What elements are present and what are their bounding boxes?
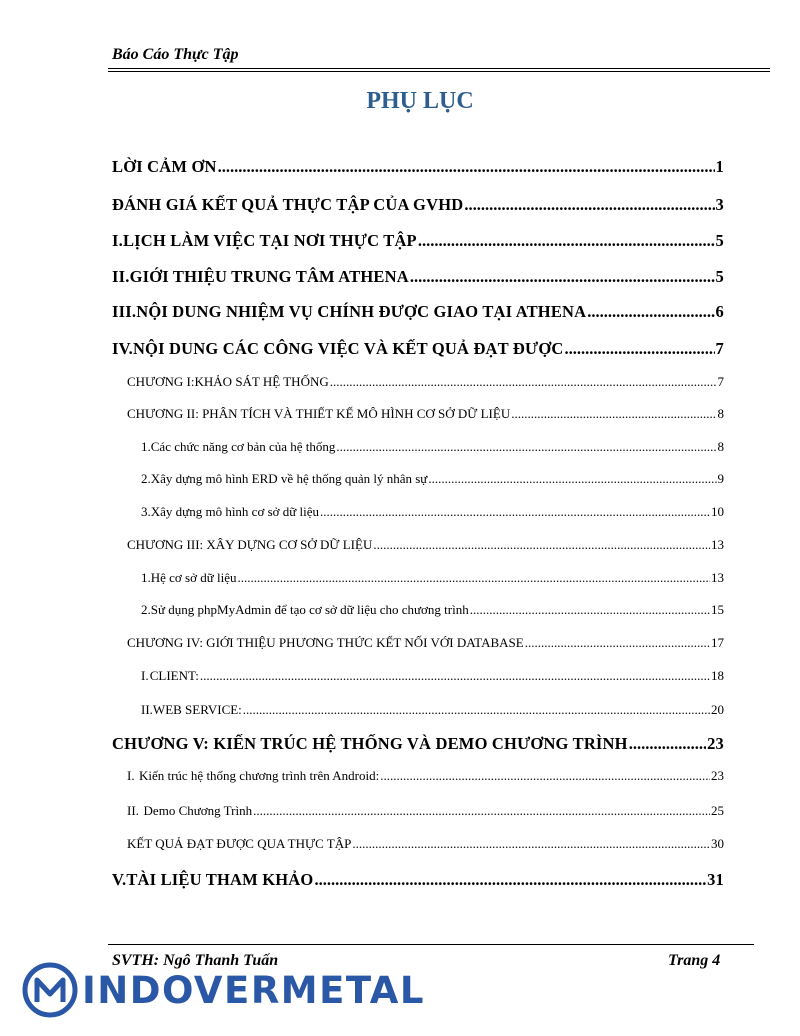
toc-entry-number: 1. [141, 570, 151, 585]
toc-page-number: 17 [711, 635, 724, 650]
toc-entry-label: CHƯƠNG II: PHÂN TÍCH VÀ THIẾT KẾ MÔ HÌNH CƠ SỞ DỮ LIỆU [127, 406, 511, 421]
toc-leader [320, 504, 710, 520]
toc-entry-4-1[interactable] [141, 668, 724, 684]
toc-entry-3-1[interactable] [141, 570, 724, 586]
toc-entry-number: 3. [141, 504, 151, 519]
footer-author: SVTH: Ngô Thanh Tuấn [112, 952, 279, 969]
toc-page-number: 13 [711, 537, 724, 552]
toc-entry-label: Xây dựng mô hình ERD về hệ thống quản lý nhân sự [150, 471, 428, 486]
toc-leader [418, 231, 715, 251]
toc-entry-chuong-1[interactable] [127, 374, 724, 390]
toc-page-number: 8 [717, 406, 724, 421]
toc-leader [352, 836, 710, 852]
page-title: PHỤ LỤC [366, 88, 474, 114]
toc-entry-2-1[interactable] [141, 439, 724, 455]
footer-divider [108, 944, 754, 945]
toc-entry-label: KẾT QUẢ ĐẠT ĐƯỢC QUA THỰC TẬP [127, 836, 352, 851]
toc-entry-number: II. [141, 702, 153, 717]
toc-entry-label: CHƯƠNG IV: GIỚI THIỆU PHƯƠNG THỨC KẾT NỐI VỚI DATABASE [127, 635, 524, 650]
toc-page-number: 5 [715, 231, 724, 250]
toc-entry-number: I. [127, 768, 135, 783]
toc-entry-chuong-5[interactable] [112, 734, 724, 754]
toc-entry-label: CHƯƠNG III: XÂY DỰNG CƠ SỞ DỮ LIỆU [127, 537, 373, 552]
toc-page-number: 7 [717, 374, 724, 389]
toc-entry-chuong-3[interactable] [127, 537, 724, 553]
toc-entry-label: WEB SERVICE: [152, 702, 242, 717]
toc-entry-label: LỊCH LÀM VIỆC TẠI NƠI THỰC TẬP [122, 231, 417, 250]
toc-leader [200, 668, 710, 684]
toc-leader [380, 768, 710, 784]
toc-page-number: 7 [715, 339, 724, 358]
toc-entry-label: GIỚI THIỆU TRUNG TÂM ATHENA [129, 267, 409, 286]
toc-page-number: 9 [717, 471, 724, 486]
toc-entry-number: I. [141, 668, 149, 683]
toc-entry-number: IV. [112, 339, 133, 358]
footer-page-number: Trang 4 [668, 952, 721, 969]
toc-entry-label: Các chức năng cơ bản của hệ thống [150, 439, 336, 454]
toc-entry-section-2[interactable] [112, 267, 724, 287]
toc-entry-number: 2. [141, 602, 151, 617]
toc-leader [336, 439, 716, 455]
toc-leader [464, 195, 714, 215]
toc-page-number: 1 [715, 157, 724, 176]
document-header: Báo Cáo Thực Tập [112, 46, 239, 63]
toc-entry-5-2[interactable] [127, 803, 724, 819]
brand-logo-icon [22, 962, 78, 1018]
watermark [22, 958, 442, 1022]
toc-entry-label: LỜI CẢM ƠN [112, 157, 217, 176]
toc-page-number: 6 [715, 302, 724, 321]
toc-leader [587, 302, 714, 322]
toc-entry-number: 1. [141, 439, 151, 454]
toc-page-number: 13 [711, 570, 724, 585]
toc-entry-ket-qua[interactable] [127, 836, 724, 852]
toc-entry-2-3[interactable] [141, 504, 724, 520]
toc-page-number: 15 [711, 602, 724, 617]
toc-page-number: 25 [711, 803, 724, 818]
toc-entry-chuong-4[interactable] [127, 635, 724, 651]
toc-page-number: 23 [707, 734, 724, 753]
toc-entry-label: Demo Chương Trình [143, 803, 253, 818]
toc-page-number: 3 [715, 195, 724, 214]
toc-entry-label: Hệ cơ sở dữ liệu [150, 570, 237, 585]
toc-leader [511, 406, 716, 422]
toc-page-number: 23 [711, 768, 724, 783]
toc-page-number: 20 [711, 702, 724, 717]
toc-entry-4-2[interactable] [141, 702, 724, 718]
toc-entry-label: Kiến trúc hệ thống chương trình trên Android: [138, 768, 380, 783]
toc-entry-section-4[interactable] [112, 339, 724, 359]
toc-entry-chuong-2[interactable] [127, 406, 724, 422]
toc-entry-5-1[interactable] [127, 768, 724, 784]
toc-entry-section-3[interactable] [112, 302, 724, 322]
toc-entry-label: Xây dựng mô hình cơ sở dữ liệu [150, 504, 320, 519]
toc-page-number: 30 [711, 836, 724, 851]
toc-page-number: 18 [711, 668, 724, 683]
toc-entry-number: V. [112, 870, 127, 889]
toc-entry-number: 2. [141, 471, 151, 486]
toc-leader [565, 339, 715, 359]
toc-entry-2-2[interactable] [141, 471, 724, 487]
toc-leader [330, 374, 717, 390]
toc-entry-label: CHƯƠNG V: KIẾN TRÚC HỆ THỐNG VÀ DEMO CHƯƠNG TRÌNH [112, 734, 628, 753]
toc-leader [525, 635, 710, 651]
toc-leader [428, 471, 716, 487]
toc-entry-loi-cam-on[interactable] [112, 157, 724, 177]
watermark-text: INDOVERMETAL [82, 968, 425, 1012]
toc-entry-3-2[interactable] [141, 602, 724, 618]
toc-entry-label: TÀI LIỆU THAM KHẢO [126, 870, 314, 889]
toc-entry-label: NỘI DUNG NHIỆM VỤ CHÍNH ĐƯỢC GIAO TẠI ATHENA [136, 302, 587, 321]
toc-entry-label: CLIENT: [149, 668, 199, 683]
toc-page-number: 10 [711, 504, 724, 519]
toc-page-number: 8 [717, 439, 724, 454]
toc-leader [243, 702, 710, 718]
toc-entry-number: II. [112, 267, 130, 286]
toc-entry-section-1[interactable] [112, 231, 724, 251]
toc-entry-label: ĐÁNH GIÁ KẾT QUẢ THỰC TẬP CỦA GVHD [112, 195, 464, 214]
toc-page-number: 31 [707, 870, 724, 889]
toc-leader [470, 602, 710, 618]
toc-entry-number: I. [112, 231, 123, 250]
toc-leader [314, 870, 706, 890]
toc-entry-number: II. [127, 803, 139, 818]
toc-leader [373, 537, 710, 553]
toc-leader [238, 570, 710, 586]
toc-entry-label: NỘI DUNG CÁC CÔNG VIỆC VÀ KẾT QUẢ ĐẠT ĐƯỢC [132, 339, 564, 358]
toc-entry-danh-gia[interactable] [112, 195, 724, 215]
toc-entry-label: Sử dụng phpMyAdmin để tạo cơ sở dữ liệu cho chương trình [150, 602, 469, 617]
toc-page-number: 5 [715, 267, 724, 286]
toc-entry-number: CHƯƠNG I: [127, 374, 195, 389]
toc-leader [218, 157, 715, 177]
toc-leader [629, 734, 706, 754]
toc-entry-label: KHẢO SÁT HỆ THỐNG [194, 374, 329, 389]
toc-entry-number: III. [112, 302, 137, 321]
toc-leader [410, 267, 715, 287]
toc-entry-section-5[interactable] [112, 870, 724, 890]
toc-leader [253, 803, 710, 819]
